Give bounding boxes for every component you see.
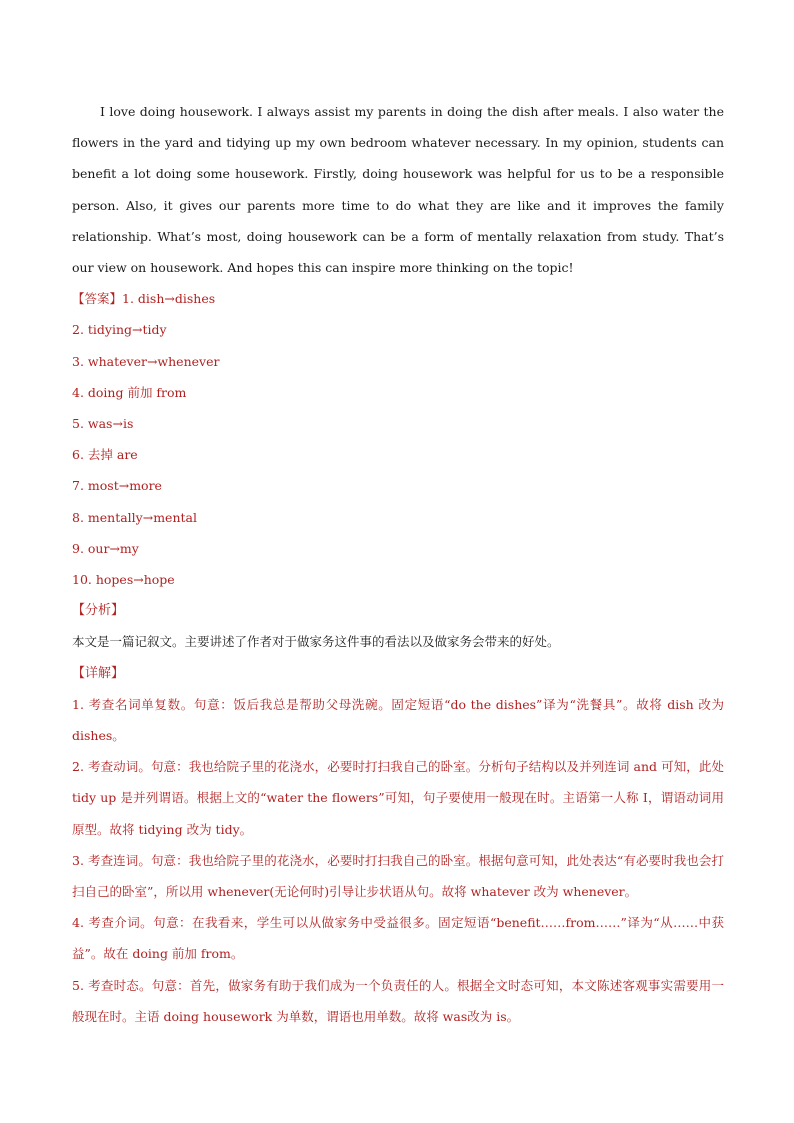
detail-paragraph: 5. 考查时态。句意：首先，做家务有助于我们成为一个负责任的人。根据全文时态可知，本文陈述客观事实需要用一般现在时。主语 doing housework 为单数，谓语也用单数。故将 was改为 is。 bbox=[72, 977, 724, 1024]
answer-label: 【答案】 bbox=[72, 291, 123, 307]
detail-paragraph: 3. 考查连词。句意：我也给院子里的花浇水，必要时打扫我自己的卧室。根据句意可知，此处表达“有必要时我也会打扫自己的卧室”，所以用 whenever(无论何时)引导让步状语从句。故将 whatever 改为 whenever。 bbox=[72, 852, 724, 900]
answer-item: 9. our→my bbox=[72, 540, 139, 556]
answer-item: 3. whatever→whenever bbox=[72, 353, 220, 369]
answer-item: 4. doing 前加 from bbox=[72, 384, 187, 400]
document-page bbox=[72, 96, 724, 1032]
answer-item: 10. hopes→hope bbox=[72, 572, 175, 588]
answer-item: 6. 去掉 are bbox=[72, 447, 138, 463]
answer-first-line bbox=[72, 283, 724, 314]
answer-item: 2. tidying→tidy bbox=[72, 322, 167, 338]
detail-paragraph: 4. 考查介词。句意：在我看来，学生可以从做家务中受益很多。固定短语“benefit……from……”译为“从……中获益”。故在 doing 前加 from。 bbox=[72, 915, 724, 962]
detail-paragraph: 1. 考查名词单复数。句意：饭后我总是帮助父母洗碗。固定短语“do the dishes”译为“洗餐具”。故将 dish 改为 dishes。 bbox=[72, 696, 724, 744]
answer-item: 1. dish→dishes bbox=[122, 291, 216, 307]
answer-item: 5. was→is bbox=[72, 416, 134, 432]
analysis-heading: 【分析】 bbox=[72, 603, 125, 619]
detail-paragraph: 2. 考查动词。句意：我也给院子里的花浇水，必要时打扫我自己的卧室。分析句子结构以及并列连词 and 可知，此处 tidy up 是并列谓语。根据上文的“water the flowers”可知，句子要使用一般现在时。主语第一人称 I，谓语动词用原型。故将 tidying 改为 tidy。 bbox=[72, 759, 724, 837]
passage-paragraph bbox=[72, 96, 724, 283]
passage-text: I love doing housework. I always assist my parents in doing the dish after meals. I also water the flowers in the yard and tidying up my own bedroom whatever necessary. In my opinion, students can benefit a lot doing some housework. Firstly, doing housework was helpful for us to be a responsible person. Also, it gives our parents more time to do what they are like and it improves the family relationship. What’s most, doing housework can be a form of mentally relaxation from study. That’s our view on housework. And hopes this can inspire more thinking on the topic! bbox=[72, 104, 724, 276]
answer-item: 7. most→more bbox=[72, 478, 162, 494]
analysis-text: 本文是一篇记叙文。主要讲述了作者对于做家务这件事的看法以及做家务会带来的好处。 bbox=[72, 634, 560, 650]
answer-item: 8. mentally→mental bbox=[72, 509, 197, 525]
detail-heading: 【详解】 bbox=[72, 665, 125, 681]
